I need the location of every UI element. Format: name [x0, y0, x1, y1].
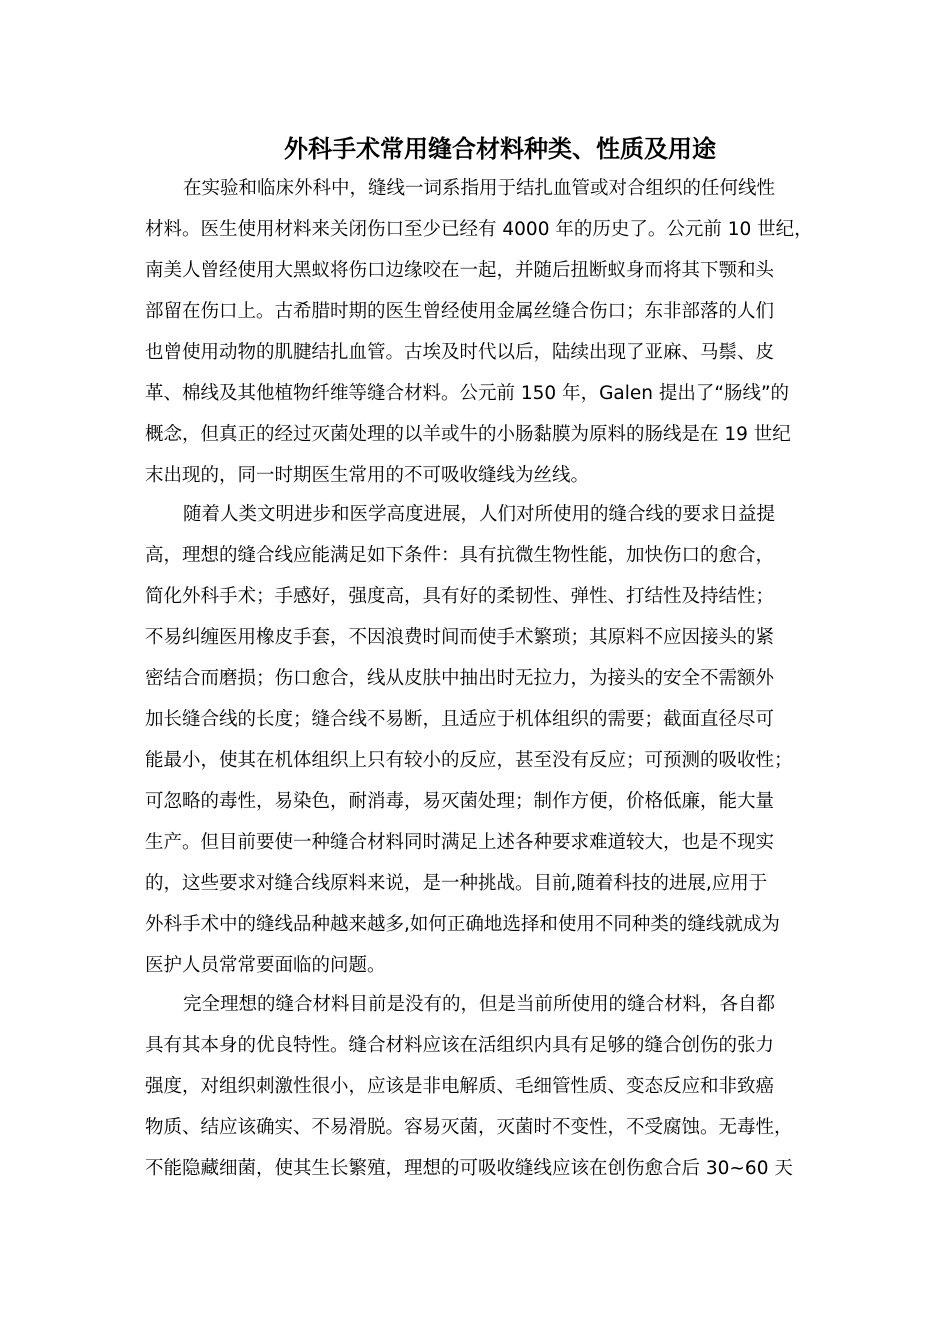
text-line: 加长缝合线的长度；缝合线不易断，且适应于机体组织的需要；截面直径尽可: [145, 709, 775, 730]
text-line: 革、棉线及其他植物纤维等缝合材料。公元前 150 年，Galen 提出了“肠线”的: [145, 383, 790, 404]
text-line: 密结合而磨损；伤口愈合，线从皮肤中抽出时无拉力，为接头的安全不需额外: [145, 668, 775, 689]
text-line: 不能隐藏细菌，使其生长繁殖，理想的可吸收缝线应该在创伤愈合后 30~60 天: [145, 1158, 793, 1179]
text-line: 材料。医生使用材料来关闭伤口至少已经有 4000 年的历史了。公元前 10 世纪，: [145, 219, 813, 240]
document-title: 外科手术常用缝合材料种类、性质及用途: [284, 134, 716, 163]
text-line: 概念，但真正的经过灭菌处理的以羊或牛的小肠黏膜为原料的肠线是在 19 世纪: [145, 424, 791, 445]
text-line: 具有其本身的优良特性。缝合材料应该在活组织内具有足够的缝合创伤的张力: [145, 1035, 775, 1056]
text-line: 高，理想的缝合线应能满足如下条件：具有抗微生物性能，加快伤口的愈合，: [145, 545, 775, 566]
text-line: 不易纠缠医用橡皮手套，不因浪费时间而使手术繁琐；其原料不应因接头的紧: [145, 627, 775, 648]
text-line: 完全理想的缝合材料目前是没有的，但是当前所使用的缝合材料，各自都: [183, 994, 776, 1015]
text-line: 的，这些要求对缝合线原料来说，是一种挑战。目前,随着科技的进展,应用于: [145, 873, 768, 894]
text-line: 简化外科手术；手感好，强度高，具有好的柔韧性、弹性、打结性及持结性；: [145, 586, 775, 607]
text-line: 外科手术中的缝线品种越来越多,如何正确地选择和使用不同种类的缝线就成为: [145, 914, 780, 935]
text-line: 医护人员常常要面临的问题。: [145, 955, 386, 976]
text-line: 部留在伤口上。古希腊时期的医生曾经使用金属丝缝合伤口；东非部落的人们: [145, 301, 775, 322]
text-line: 生产。但目前要使一种缝合材料同时满足上述各种要求难道较大，也是不现实: [145, 832, 775, 853]
text-line: 能最小，使其在机体组织上只有较小的反应，甚至没有反应；可预测的吸收性；: [145, 750, 793, 771]
text-line: 在实验和临床外科中，缝线一词系指用于结扎血管或对合组织的任何线性: [183, 178, 776, 199]
text-line: 南美人曾经使用大黑蚁将伤口边缘咬在一起，并随后扭断蚁身而将其下颚和头: [145, 260, 775, 281]
text-line: 也曾使用动物的肌腱结扎血管。古埃及时代以后，陆续出现了亚麻、马鬃、皮: [145, 342, 775, 363]
text-line: 随着人类文明进步和医学高度进展，人们对所使用的缝合线的要求日益提: [183, 504, 776, 525]
text-line: 强度，对组织刺激性很小，应该是非电解质、毛细管性质、变态反应和非致癌: [145, 1076, 775, 1097]
text-line: 可忽略的毒性，易染色，耐消毒，易灭菌处理；制作方便，价格低廉，能大量: [145, 791, 775, 812]
text-line: 物质、结应该确实、不易滑脱。容易灭菌，灭菌时不变性，不受腐蚀。无毒性，: [145, 1117, 793, 1138]
text-line: 末出现的，同一时期医生常用的不可吸收缝线为丝线。: [145, 465, 590, 486]
